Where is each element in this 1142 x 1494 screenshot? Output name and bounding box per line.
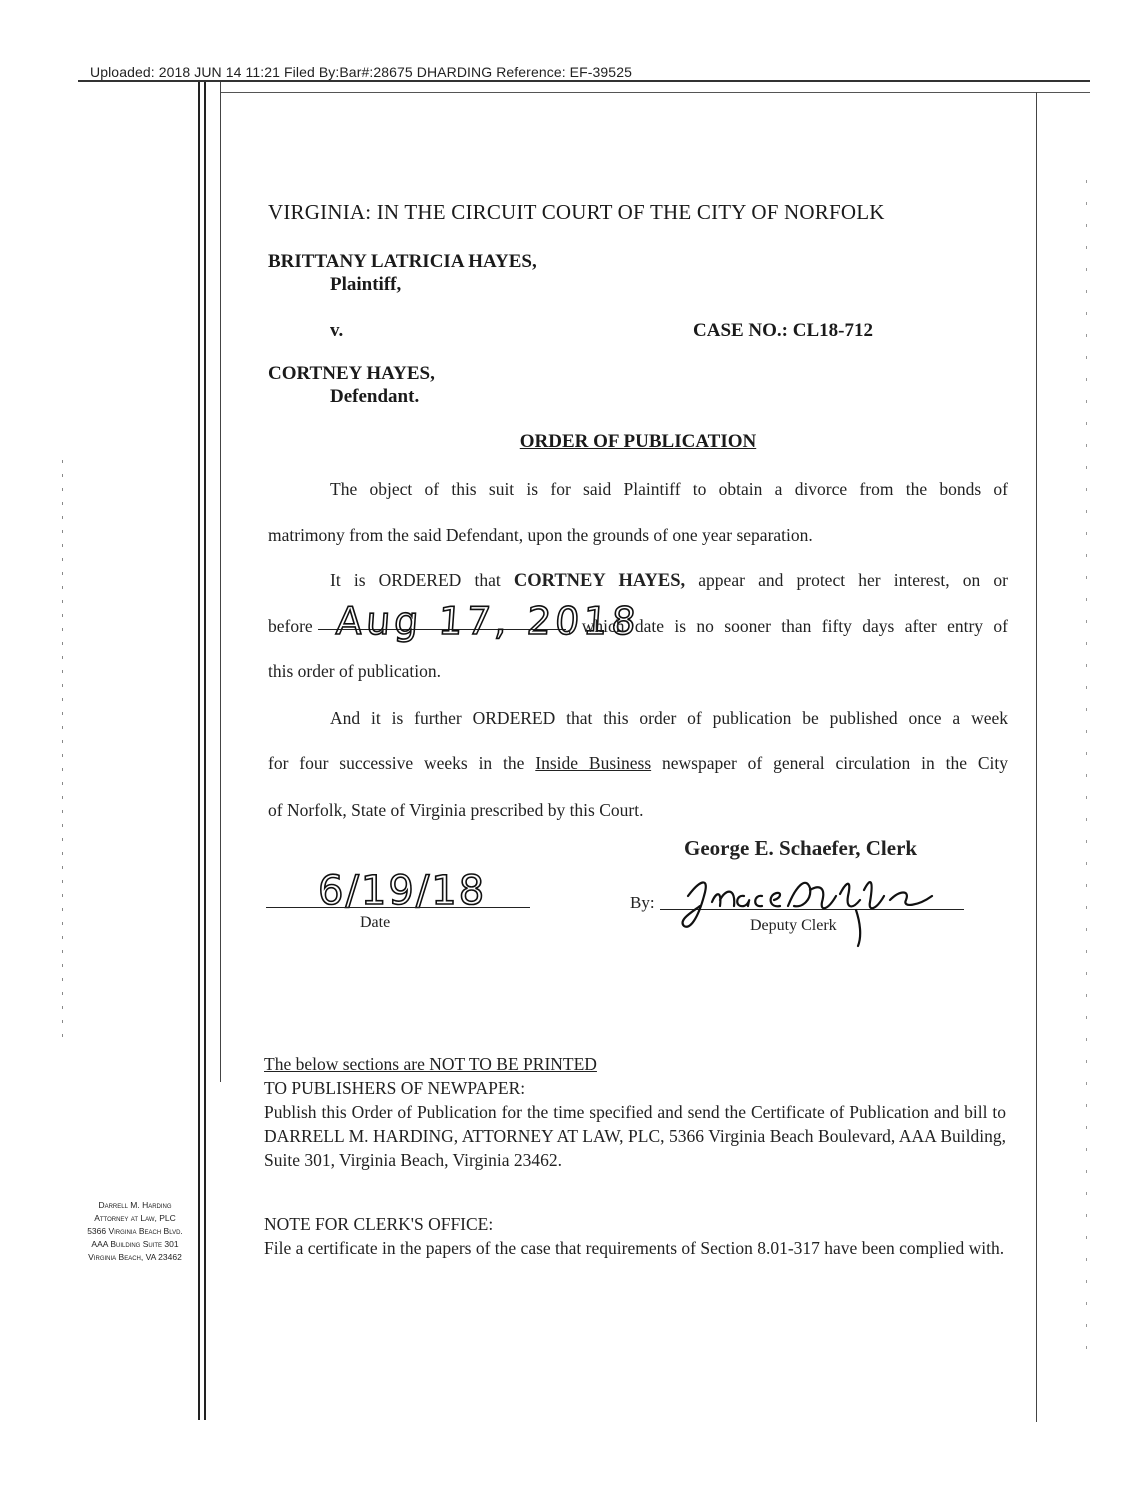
date-label: Date [360, 914, 391, 931]
order-title: ORDER OF PUBLICATION [519, 431, 757, 452]
left-margin-rule-third [220, 82, 221, 1082]
not-printed-header: The below sections are NOT TO BE PRINTED [264, 1054, 597, 1074]
case-number: CASE NO.: CL18-712 [693, 320, 873, 341]
deputy-clerk-signature [670, 866, 970, 950]
handwritten-appearance-date [332, 596, 642, 658]
margin-firm-block [50, 1199, 220, 1264]
header-rule-secondary [220, 92, 1090, 93]
filing-stamp: Uploaded: 2018 JUN 14 11:21 Filed By:Bar#:28675 DHARDING Reference: EF-39525 [90, 64, 632, 80]
paragraph-1-line-2: matrimony from the said Defendant, upon the grounds of one year separation. [268, 525, 813, 545]
handwritten-signing-date [312, 864, 487, 916]
paragraph-3-line-2 [268, 753, 1008, 774]
date-signature-line [266, 907, 530, 908]
clerk-office-notice [264, 1212, 1006, 1260]
clerk-office-header: NOTE FOR CLERK'S OFFICE: [264, 1214, 494, 1234]
ordered-suffix: appear and protect her interest, on or [685, 570, 1008, 590]
paragraph-2-line-3: this order of publication. [268, 661, 442, 681]
defendant-name: CORTNEY HAYES, [268, 363, 435, 384]
scan-artifact-left [62, 460, 63, 1040]
publisher-notice [264, 1052, 1006, 1172]
margin-firm-line-3: 5366 Virginia Beach Blvd. [87, 1226, 183, 1236]
plaintiff-role: Plaintiff, [330, 274, 402, 295]
paragraph-1-line-1: The object of this suit is for said Plaintiff to obtain a divorce from the bonds of [330, 479, 1008, 499]
plaintiff-name: BRITTANY LATRICIA HAYES, [268, 251, 537, 272]
paper-suffix: newspaper of general circulation in the City [651, 753, 1008, 773]
before-label: before [268, 616, 313, 636]
margin-firm-line-5: Virginia Beach, VA 23462 [88, 1252, 182, 1262]
margin-firm-line-2: Attorney at Law, PLC [94, 1213, 176, 1223]
paper-prefix: for four successive weeks in the [268, 753, 536, 773]
paragraph-3-line-1: And it is further ORDERED that this order of publication be published once a week [330, 708, 1008, 728]
newspaper-name: Inside Business [535, 753, 652, 773]
respondent-name: CORTNEY HAYES, [513, 571, 686, 591]
margin-firm-line-1: Darrell M. Harding [98, 1200, 172, 1210]
scan-artifact-right [1086, 180, 1087, 1360]
ordered-prefix: It is ORDERED that [330, 570, 514, 590]
handwritten-signing-date-text: 6/19/18 [318, 868, 487, 914]
clerk-office-text: File a certificate in the papers of the case that requirements of Section 8.01-317 have been complied with. [264, 1238, 1005, 1258]
court-heading: VIRGINIA: IN THE CIRCUIT COURT OF THE CITY OF NORFOLK [268, 200, 885, 224]
paragraph-2-line-2-suffix: , which date is no sooner than fifty days after entry of [567, 616, 1008, 636]
publishers-header: TO PUBLISHERS OF NEWPAPER: [264, 1078, 526, 1098]
paragraph-2-line-1 [330, 570, 1008, 592]
publishers-text: Publish this Order of Publication for the time specified and send the Certificate of Publication and bill to DARRELL M. HARDING, ATTORNEY AT LAW, PLC, 5366 Virginia Beach Boulevard, AAA Building, Suite 301, Virginia Beach, Virginia 23462. [264, 1102, 1006, 1170]
versus: v. [330, 320, 344, 341]
by-label: By: [630, 893, 655, 912]
right-margin-rule [1036, 92, 1037, 1422]
handwritten-appearance-date-text: Aug 17, 2018 [334, 599, 642, 643]
margin-firm-line-4: AAA Building Suite 301 [91, 1239, 179, 1249]
clerk-name: George E. Schaefer, Clerk [684, 836, 918, 860]
defendant-role: Defendant. [330, 386, 420, 407]
paragraph-3-line-3: of Norfolk, State of Virginia prescribed by this Court. [268, 800, 644, 820]
header-rule [78, 80, 1090, 82]
deputy-clerk-label: Deputy Clerk [750, 917, 837, 934]
